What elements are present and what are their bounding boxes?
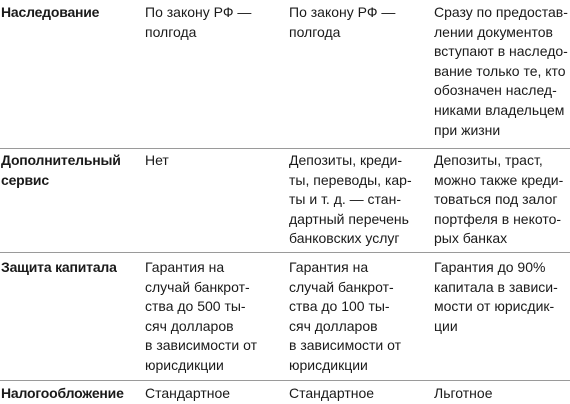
table-row-capital-protection bbox=[0, 252, 570, 381]
row-label: Защита капитала bbox=[1, 259, 117, 275]
table-cell: Гарантия на случай банкрот- ства до 500 ты- сяч долларов в зависимости от юрисдикции bbox=[145, 259, 258, 373]
table-row-additional-service bbox=[0, 148, 570, 253]
table-cell: Стандартное bbox=[289, 385, 375, 401]
table-cell: По закону РФ — полгода bbox=[145, 4, 252, 40]
table-cell: Сразу по предостав- лении документов вступают в наследо- вание только те, кто обозначен наслед- никами владельцем при жизни bbox=[434, 4, 568, 138]
table-cell: Гарантия на случай банкрот- ства до 100 ты- сяч долларов в зависимости от юрисдикции bbox=[289, 259, 402, 373]
row-label: Наследование bbox=[1, 4, 100, 20]
table-row-inheritance bbox=[0, 0, 570, 148]
table-row-taxation bbox=[0, 380, 570, 404]
row-label: Налогообложение bbox=[1, 385, 124, 401]
table-cell: По закону РФ — полгода bbox=[289, 4, 396, 40]
table-cell: Стандартное bbox=[145, 385, 231, 401]
table-cell: Льготное bbox=[434, 385, 493, 401]
table-cell: Депозиты, траст, можно также креди- товаться под залог портфеля в некото- рых банках bbox=[434, 152, 564, 247]
table-cell: Нет bbox=[145, 152, 169, 168]
row-label: Дополнительный сервис bbox=[1, 152, 121, 188]
table-cell: Гарантия до 90% капитала в зависи- мости от юрисдик- ции bbox=[434, 259, 558, 334]
table-cell: Депозиты, креди- ты, переводы, кар- ты и т. д. — стан- дартный перечень банковских услуг bbox=[289, 152, 412, 247]
